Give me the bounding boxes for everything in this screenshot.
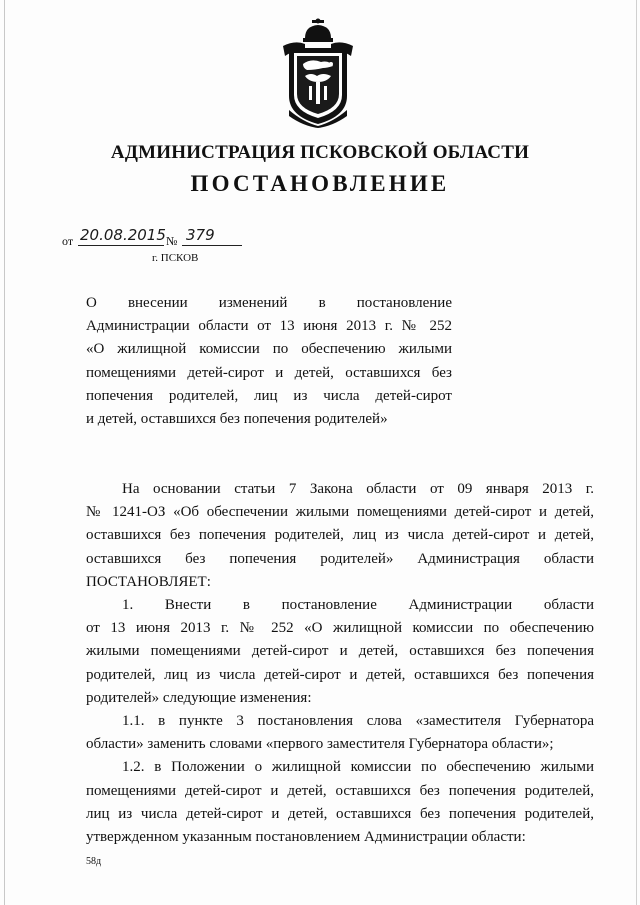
body-line: утвержденном указанным постановлением Администрации области: [86, 829, 526, 846]
handwritten-date: 20.08.2015 [80, 226, 166, 244]
date-underline [78, 245, 164, 246]
body-line: На основании статьи 7 Закона области от 09 января 2013 г. [122, 481, 594, 497]
city-label: г. ПСКОВ [152, 252, 199, 264]
handwritten-number: 379 [186, 226, 215, 244]
date-number-line [62, 226, 262, 250]
subject-line: Администрации области от 13 июня 2013 г. № 252 [86, 318, 452, 335]
number-underline [182, 245, 242, 246]
body-line: оставшихся без попечения родителей, лиц из числа детей-сирот и детей, [86, 527, 594, 544]
scan-edge-left [4, 0, 5, 905]
scan-edge-right [636, 0, 637, 905]
number-prefix: № [166, 234, 178, 248]
document-type-title: ПОСТАНОВЛЕНИЕ [190, 171, 450, 196]
date-prefix: от [62, 234, 74, 248]
subject-line: попечения родителей, лиц из числа детей-сирот [86, 387, 452, 404]
coat-of-arms-icon [275, 18, 361, 128]
organization-title: АДМИНИСТРАЦИЯ ПСКОВСКОЙ ОБЛАСТИ [110, 142, 530, 163]
body-line: № 1241-ОЗ «Об обеспечении жилыми помещениями детей-сирот и детей, [86, 504, 594, 521]
subject-line: помещениями детей-сирот и детей, оставшихся без [86, 364, 452, 381]
body-line: оставшихся без попечения родителей» Администрация области [86, 550, 594, 567]
subject-line: и детей, оставшихся без попечения родителей» [86, 411, 388, 428]
footer-code: 58д [86, 856, 102, 867]
body-line: помещениями детей-сирот и детей, оставшихся без попечения родителей, [86, 782, 594, 799]
subject-line: «О жилищной комиссии по обеспечению жилыми [86, 341, 452, 358]
body-line-item-1: 1. Внести в постановление Администрации области [122, 597, 594, 614]
body-line-item-1-2: 1.2. в Положении о жилищной комиссии по обеспечению жилыми [122, 759, 594, 776]
body-line-resolves: ПОСТАНОВЛЯЕТ: [86, 573, 211, 590]
document-body [86, 478, 594, 849]
body-line: лиц из числа детей-сирот и детей, оставшихся без попечения родителей, [86, 805, 594, 822]
subject-line: О внесении изменений в постановление [86, 295, 452, 311]
body-line: родителей, лиц из числа детей-сирот и детей, оставшихся без попечения [86, 666, 594, 683]
body-line: жилыми помещениями детей-сирот и детей, оставшихся без попечения [86, 643, 594, 660]
document-subject [86, 292, 452, 431]
body-line: от 13 июня 2013 г. № 252 «О жилищной комиссии по обеспечению [86, 620, 594, 637]
body-line-item-1-1: 1.1. в пункте 3 постановления слова «заместителя Губернатора [122, 713, 594, 730]
body-line: области» заменить словами «первого заместителя Губернатора области»; [86, 736, 554, 753]
body-line: родителей» следующие изменения: [86, 689, 312, 706]
